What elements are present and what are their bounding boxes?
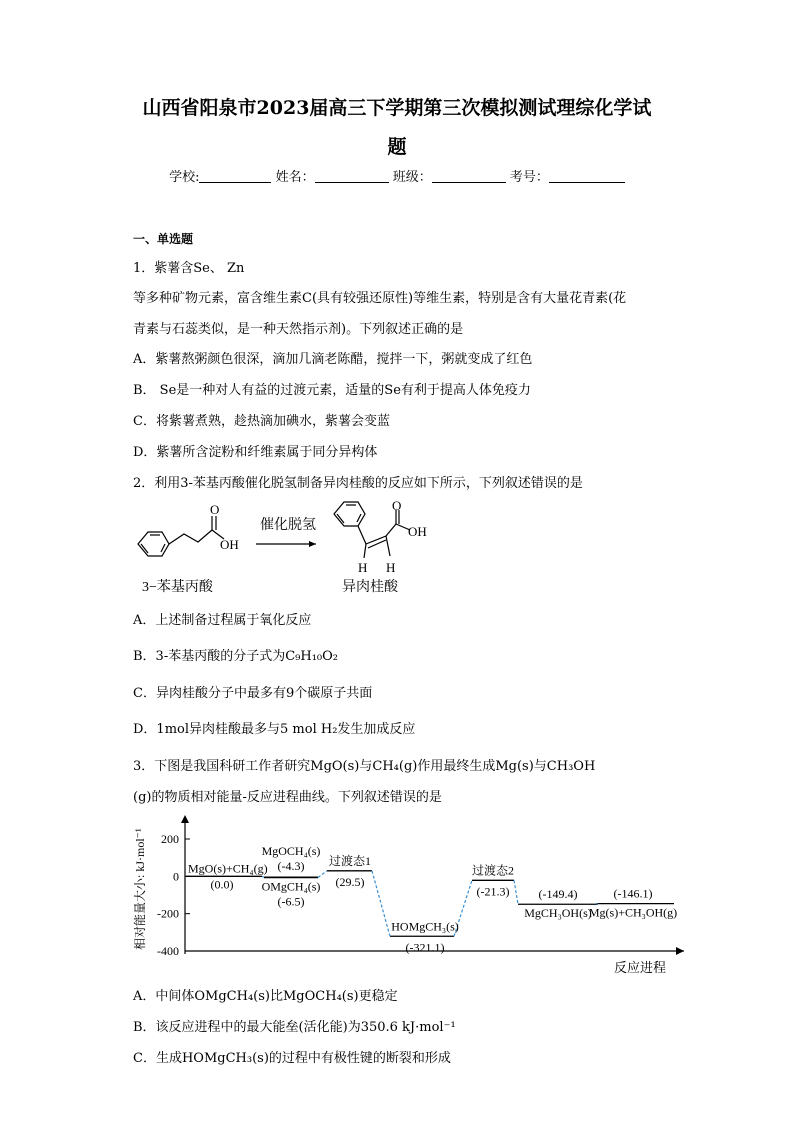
q2-stem: 2．利用3-苯基丙酸催化脱氢制备异肉桂酸的反应如下所示，下列叙述错误的是 — [133, 476, 583, 491]
y-tick-label: 200 — [161, 832, 179, 846]
level-name-label: MgCH₃OH(s) — [524, 906, 592, 921]
school-label: 学校: — [169, 170, 200, 185]
level-value-label: (-4.3) — [277, 859, 305, 874]
q2-option-b: B．3-苯基丙酸的分子式为C₉H₁₀O₂ — [133, 649, 339, 664]
y-axis-arrowhead — [181, 815, 189, 823]
level-name-label: Mg(s)+CH₃OH(g) — [588, 905, 678, 920]
page-title-continued: 题 — [387, 136, 407, 158]
q3-option-c: C．生成HOMgCH₃(s)的过程中有极性键的断裂和形成 — [133, 1051, 451, 1066]
level-value-label: (29.5) — [335, 874, 365, 889]
y-tick-label: -400 — [157, 944, 179, 958]
student-info-row — [0, 166, 794, 185]
reactant-o-label: O — [210, 502, 220, 517]
x-axis-arrowhead — [676, 947, 684, 955]
reaction-arrowhead — [309, 541, 316, 547]
q2-option-a: A．上述制备过程属于氧化反应 — [133, 613, 312, 628]
product-name: 异肉桂酸 — [342, 580, 398, 595]
reactant-oh-label: OH — [220, 537, 239, 552]
name-blank[interactable] — [315, 169, 389, 183]
q2-option-c: C．异肉桂酸分子中最多有9个碳原子共面 — [133, 686, 373, 701]
y-tick-label: 0 — [173, 869, 179, 884]
product-o-label: O — [392, 498, 402, 513]
reaction-scheme — [128, 498, 448, 600]
q1-option-a: A．紫薯熬粥颜色很深，滴加几滴老陈醋，搅拌一下，粥就变成了红色 — [133, 352, 533, 367]
school-blank[interactable] — [199, 169, 271, 183]
level-value-label: (-321.1) — [405, 940, 445, 955]
q2-option-d: D．1mol异肉桂酸最多与5 mol H₂发生加成反应 — [133, 722, 416, 737]
exam-no-blank[interactable] — [549, 169, 625, 183]
level-name-label: MgO(s)+CH₄(g) — [188, 861, 268, 876]
level-name-label: MgOCH₄(s) — [261, 844, 321, 859]
level-value-label: (-21.3) — [476, 884, 510, 899]
class-label: 班级： — [392, 170, 432, 185]
page-title: 山西省阳泉市2023届高三下学期第三次模拟测试理综化学试 — [142, 97, 652, 119]
q1-stem-line1: 1．紫薯含Se、 Zn — [133, 261, 245, 276]
y-tick-label: -200 — [157, 906, 179, 921]
section-heading: 一、单选题 — [133, 232, 194, 246]
level-value-label: (-6.5) — [277, 894, 305, 909]
q3-stem-line2: (g)的物质相对能量-反应进程曲线。下列叙述错误的是 — [133, 790, 442, 805]
energy-connector — [262, 876, 264, 877]
energy-connector — [514, 880, 518, 904]
energy-connector — [596, 904, 598, 905]
q3-option-b: B．该反应进程中的最大能垒(活化能)为350.6 kJ·mol⁻¹ — [133, 1020, 456, 1035]
name-label: 姓名： — [275, 170, 315, 185]
q3-stem-line1: 3．下图是我国科研工作者研究MgO(s)与CH₄(g)作用最终生成Mg(s)与CH₃OH — [133, 759, 596, 774]
reactant-name: 3−苯基丙酸 — [142, 580, 213, 595]
level-name-label: HOMgCH₃(s) — [391, 919, 459, 934]
q3-option-a: A．中间体OMgCH₄(s)比MgOCH₄(s)更稳定 — [133, 989, 398, 1004]
level-name-label: 过渡态2 — [471, 863, 515, 878]
q1-option-d: D．紫薯所含淀粉和纤维素属于同分异构体 — [133, 445, 378, 460]
product-oh-label: OH — [408, 524, 427, 539]
level-name-label: 过渡态1 — [328, 853, 372, 868]
class-blank[interactable] — [432, 169, 506, 183]
q1-option-b: B． Se是一种对人有益的过渡元素，适量的Se有利于提高人体免疫力 — [133, 383, 531, 398]
reactant-structure — [138, 516, 224, 556]
level-value-label: (0.0) — [210, 877, 234, 892]
level-value-label: (-149.4) — [538, 887, 578, 902]
product-h-label-left: H — [358, 560, 368, 575]
x-axis-label: 反应进程 — [614, 960, 667, 975]
energy-connector — [372, 871, 390, 936]
exam-no-label: 考号： — [509, 170, 549, 185]
arrow-label: 催化脱氢 — [260, 518, 316, 533]
q1-stem-line2: 等多种矿物元素，富含维生素C(具有较强还原性)等维生素，特别是含有大量花青素(花 — [133, 291, 627, 306]
q1-option-c: C．将紫薯煮熟，趁热滴加碘水，紫薯会变蓝 — [133, 414, 390, 429]
level-value-label: (-146.1) — [613, 886, 653, 901]
energy-connector — [318, 871, 327, 878]
q1-stem-line3: 青素与石蕊类似，是一种天然指示剂)。下列叙述正确的是 — [133, 322, 464, 337]
y-axis-label: 相对能量大小: kJ·mol⁻¹ — [133, 828, 147, 950]
energy-profile-chart — [128, 812, 694, 982]
level-name-label: OMgCH₄(s) — [261, 879, 321, 894]
product-h-label-right: H — [386, 560, 396, 575]
